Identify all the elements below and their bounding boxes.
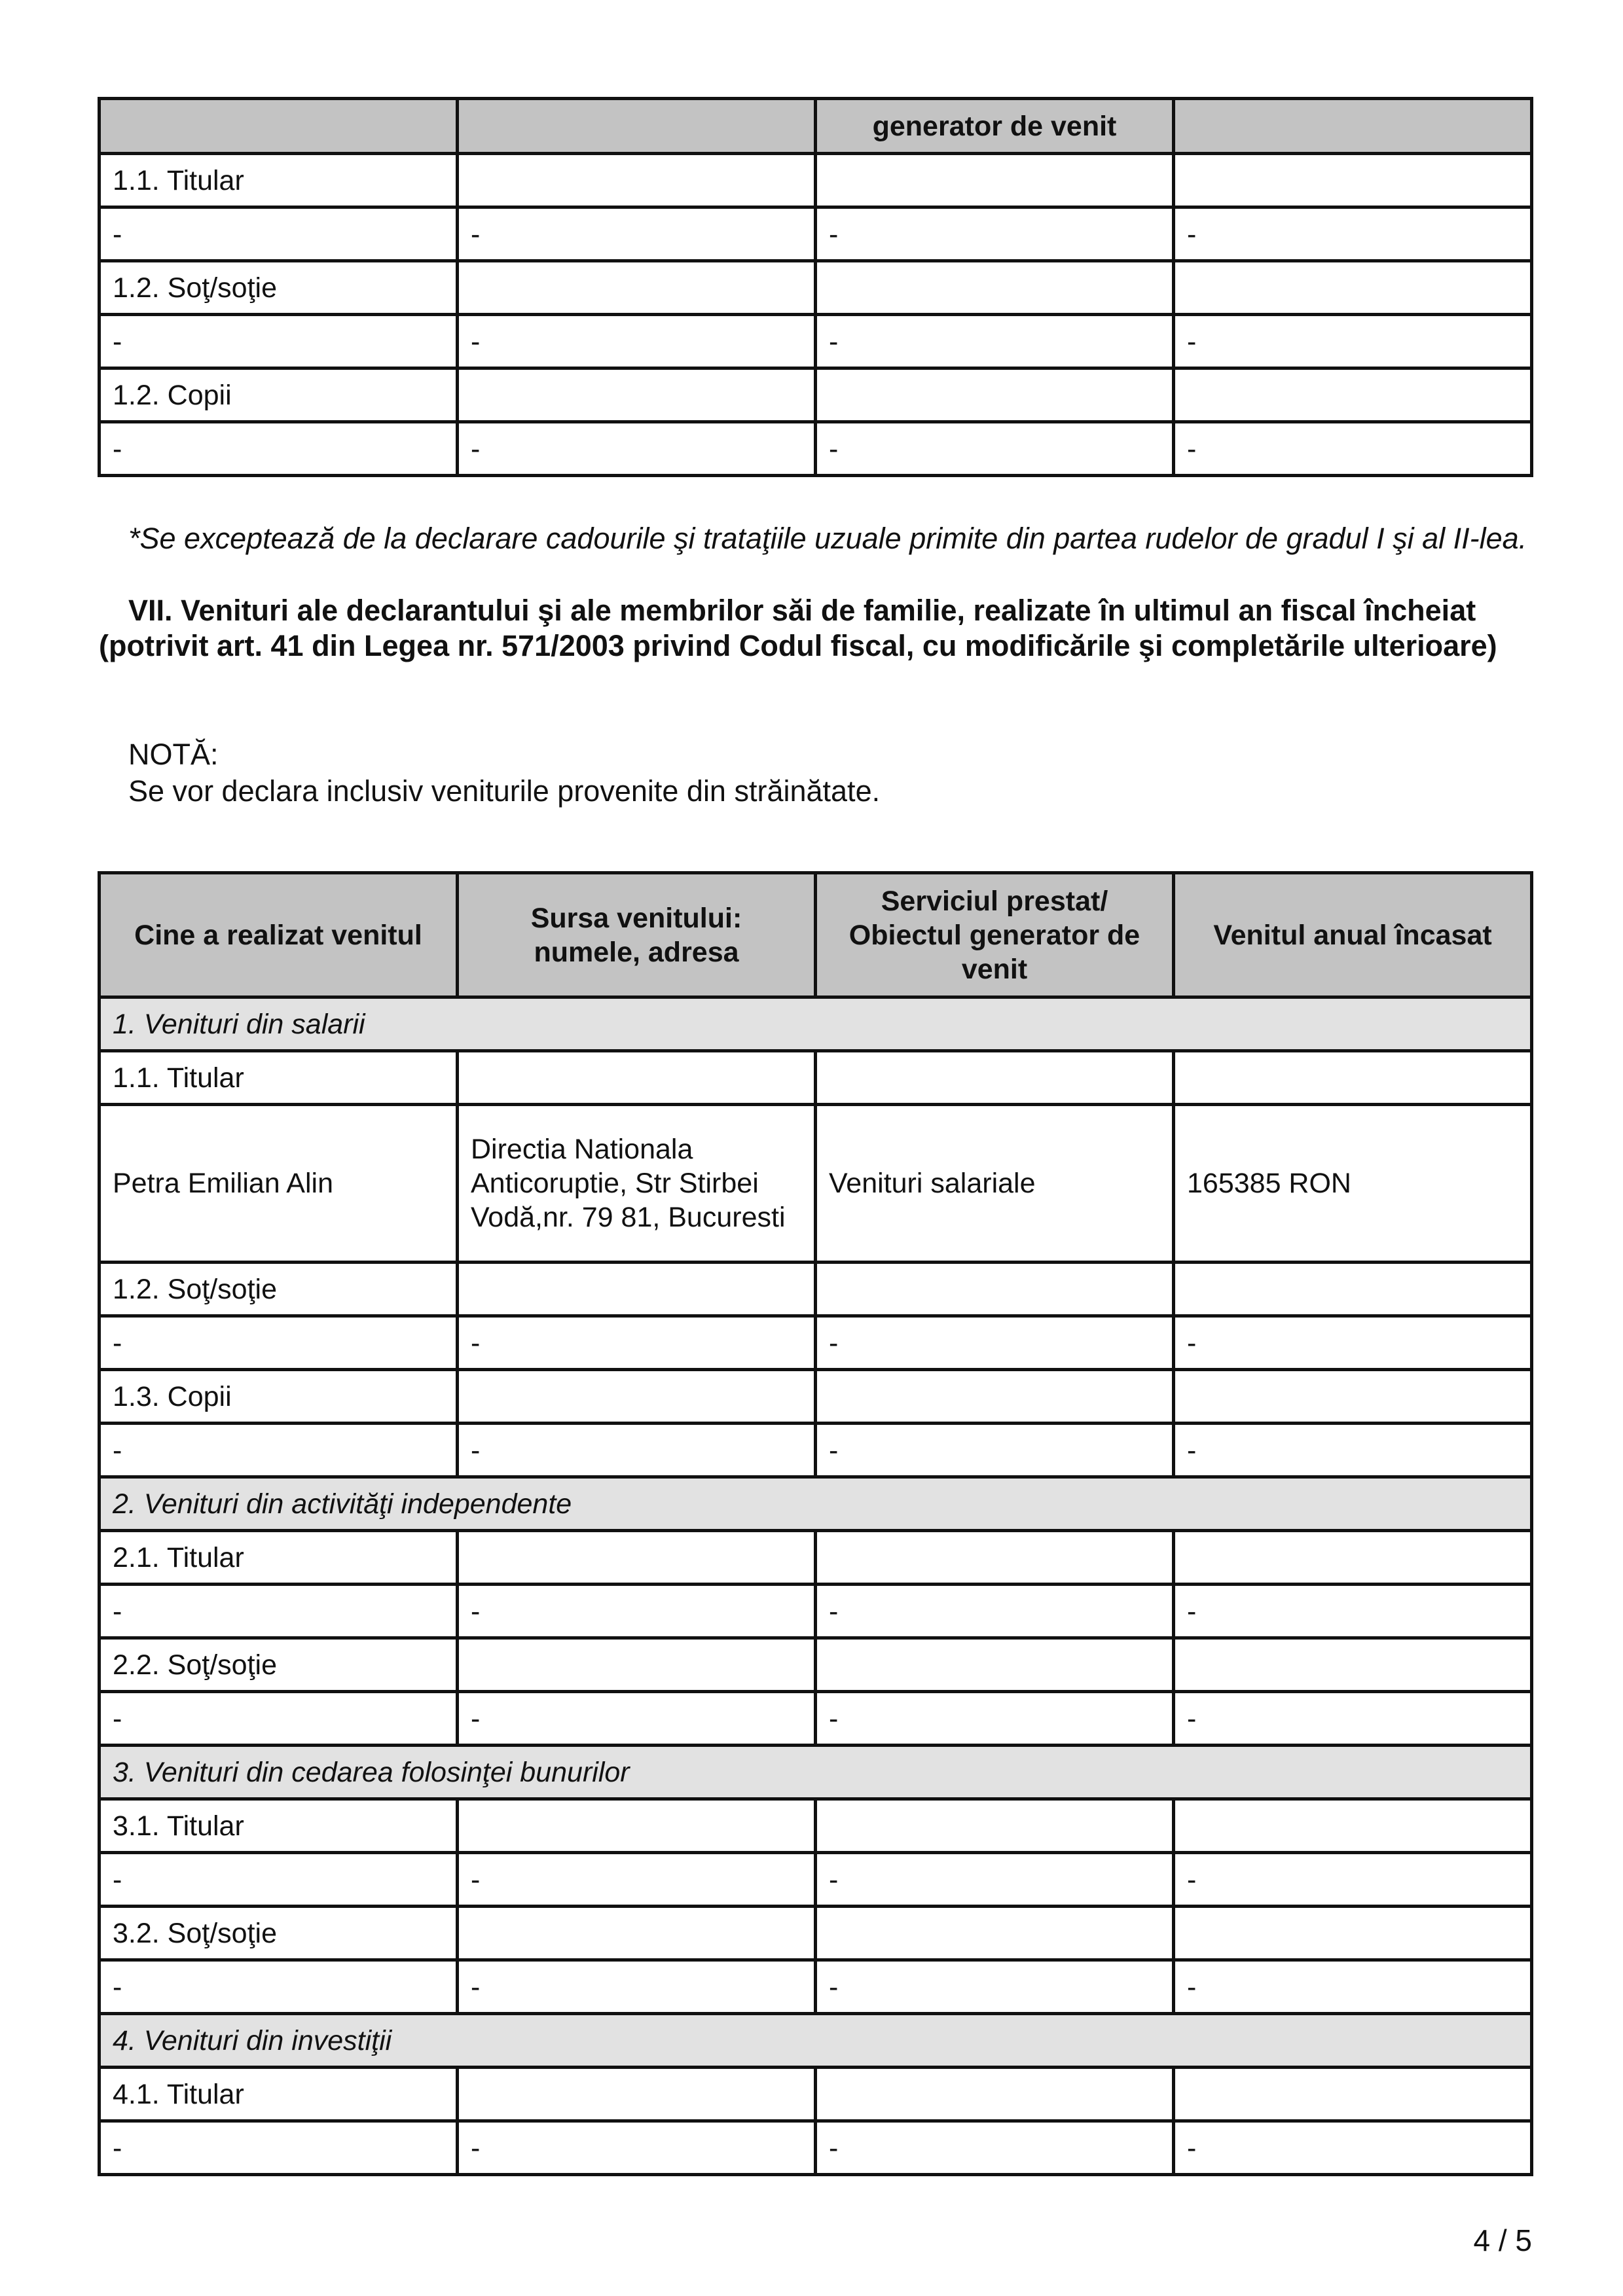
empty-cell [458, 1638, 816, 1692]
group-row [100, 1531, 1532, 1585]
empty-cell [816, 368, 1174, 422]
group-row [100, 1638, 1532, 1692]
empty-cell [816, 261, 1174, 315]
table-cell: - [1174, 1853, 1532, 1907]
empty-cell [458, 154, 816, 207]
empty-cell [458, 1370, 816, 1424]
nota-text: Se vor declara inclusiv veniturile provenite din străinătate. [128, 774, 881, 808]
table-cell: - [100, 315, 458, 368]
table-row [100, 1960, 1532, 2014]
table-cell: - [816, 315, 1174, 368]
page-number: 4 / 5 [1473, 2223, 1532, 2257]
empty-cell [458, 2068, 816, 2121]
table-cell: - [100, 1424, 458, 1477]
table-cell: - [100, 1692, 458, 1746]
table-cell: - [100, 1316, 458, 1370]
empty-cell [1174, 261, 1532, 315]
table-cell: - [458, 315, 816, 368]
table-cell: Directia Nationala Anticoruptie, Str Stirbei Vodă,nr. 79 81, Bucuresti [458, 1105, 816, 1263]
table-cell: - [1174, 207, 1532, 261]
group-label: 1.1. Titular [100, 1051, 458, 1105]
section-row [100, 1746, 1532, 1799]
empty-cell [458, 261, 816, 315]
group-label: 1.2. Copii [100, 368, 458, 422]
table-cell: - [816, 1853, 1174, 1907]
nota-label: NOTĂ: [128, 738, 219, 771]
empty-cell [816, 1370, 1174, 1424]
group-label: 1.3. Copii [100, 1370, 458, 1424]
gifts-table [98, 97, 1533, 477]
table-cell: - [458, 1853, 816, 1907]
table-row [100, 1853, 1532, 1907]
table-row [100, 422, 1532, 476]
group-row [100, 154, 1532, 207]
section-label: 4. Venituri din investiţii [100, 2014, 1532, 2068]
section-label: 2. Venituri din activităţi independente [100, 1477, 1532, 1531]
column-header [1174, 99, 1532, 154]
group-label: 4.1. Titular [100, 2068, 458, 2121]
group-label: 1.1. Titular [100, 154, 458, 207]
gifts-table-body [100, 99, 1532, 476]
table-cell: - [458, 422, 816, 476]
table-cell: - [816, 207, 1174, 261]
footnote: *Se exceptează de la declarare cadourile şi trataţiile uzuale primite din partea rudelor de gradul I şi al II-lea. [128, 522, 1527, 555]
table-row [100, 1692, 1532, 1746]
column-header: Venitul anual încasat [1174, 873, 1532, 997]
empty-cell [1174, 1799, 1532, 1853]
table-cell: - [100, 1585, 458, 1638]
group-label: 1.2. Soţ/soţie [100, 261, 458, 315]
table-cell: - [1174, 422, 1532, 476]
empty-cell [1174, 1051, 1532, 1105]
empty-cell [816, 1051, 1174, 1105]
table-cell: - [816, 422, 1174, 476]
table-row [100, 207, 1532, 261]
table-cell: - [1174, 1316, 1532, 1370]
column-header: Sursa venitului: numele, adresa [458, 873, 816, 997]
group-row [100, 1051, 1532, 1105]
table-row [100, 1105, 1532, 1263]
table-cell: - [1174, 1960, 1532, 2014]
group-label: 3.2. Soţ/soţie [100, 1907, 458, 1960]
empty-cell [816, 154, 1174, 207]
table-cell: - [816, 1424, 1174, 1477]
table-header-row [100, 99, 1532, 154]
table-cell: - [458, 1316, 816, 1370]
section-label: 1. Venituri din salarii [100, 997, 1532, 1051]
income-table [98, 871, 1533, 2176]
table-cell: - [100, 1960, 458, 2014]
table-header-row [100, 873, 1532, 997]
table-row [100, 2121, 1532, 2175]
table-row [100, 1424, 1532, 1477]
table-row [100, 1316, 1532, 1370]
section-vii-title: VII. Venituri ale declarantului şi ale membrilor săi de familie, realizate în ultimul an fiscal încheiat (potrivit art. 41 din Legea nr. 571/2003 privind Codul fiscal, cu modificările şi completările ulterioare) [99, 594, 1497, 662]
table-cell: - [458, 1960, 816, 2014]
group-row [100, 368, 1532, 422]
column-header: generator de venit [816, 99, 1174, 154]
empty-cell [1174, 1263, 1532, 1316]
section-row [100, 1477, 1532, 1531]
empty-cell [458, 1907, 816, 1960]
table-cell: - [100, 2121, 458, 2175]
empty-cell [816, 1531, 1174, 1585]
column-header: Serviciul prestat/ Obiectul generator de venit [816, 873, 1174, 997]
empty-cell [1174, 1638, 1532, 1692]
section-vii-heading [99, 593, 1536, 664]
empty-cell [1174, 154, 1532, 207]
empty-cell [458, 1531, 816, 1585]
table-cell: - [458, 1692, 816, 1746]
table-cell: - [816, 1585, 1174, 1638]
table-cell: - [458, 2121, 816, 2175]
table-cell: - [458, 207, 816, 261]
table-cell: - [458, 1424, 816, 1477]
group-row [100, 2068, 1532, 2121]
group-label: 2.2. Soţ/soţie [100, 1638, 458, 1692]
table-cell: - [816, 1316, 1174, 1370]
table-cell: - [1174, 1692, 1532, 1746]
section-row [100, 2014, 1532, 2068]
section-row [100, 997, 1532, 1051]
table-cell: - [100, 422, 458, 476]
empty-cell [458, 368, 816, 422]
table-cell: - [100, 207, 458, 261]
group-row [100, 1263, 1532, 1316]
empty-cell [816, 1638, 1174, 1692]
group-label: 2.1. Titular [100, 1531, 458, 1585]
empty-cell [1174, 1907, 1532, 1960]
empty-cell [1174, 2068, 1532, 2121]
table-row [100, 1585, 1532, 1638]
empty-cell [1174, 1531, 1532, 1585]
group-row [100, 261, 1532, 315]
income-table-body [100, 873, 1532, 2175]
empty-cell [1174, 1370, 1532, 1424]
table-row [100, 315, 1532, 368]
group-row [100, 1799, 1532, 1853]
table-cell: - [458, 1585, 816, 1638]
table-cell: - [1174, 2121, 1532, 2175]
column-header: Cine a realizat venitul [100, 873, 458, 997]
group-label: 3.1. Titular [100, 1799, 458, 1853]
group-label: 1.2. Soţ/soţie [100, 1263, 458, 1316]
table-cell: - [1174, 1585, 1532, 1638]
table-cell: - [100, 1853, 458, 1907]
group-row [100, 1907, 1532, 1960]
table-cell: Petra Emilian Alin [100, 1105, 458, 1263]
empty-cell [816, 1907, 1174, 1960]
table-cell: 165385 RON [1174, 1105, 1532, 1263]
table-cell: - [816, 1960, 1174, 2014]
section-label: 3. Venituri din cedarea folosinţei bunurilor [100, 1746, 1532, 1799]
column-header [100, 99, 458, 154]
column-header [458, 99, 816, 154]
empty-cell [458, 1051, 816, 1105]
group-row [100, 1370, 1532, 1424]
table-cell: - [1174, 315, 1532, 368]
table-cell: - [816, 1692, 1174, 1746]
table-cell: - [816, 2121, 1174, 2175]
empty-cell [816, 1799, 1174, 1853]
empty-cell [816, 1263, 1174, 1316]
empty-cell [458, 1799, 816, 1853]
table-cell: Venituri salariale [816, 1105, 1174, 1263]
empty-cell [458, 1263, 816, 1316]
empty-cell [1174, 368, 1532, 422]
table-cell: - [1174, 1424, 1532, 1477]
empty-cell [816, 2068, 1174, 2121]
